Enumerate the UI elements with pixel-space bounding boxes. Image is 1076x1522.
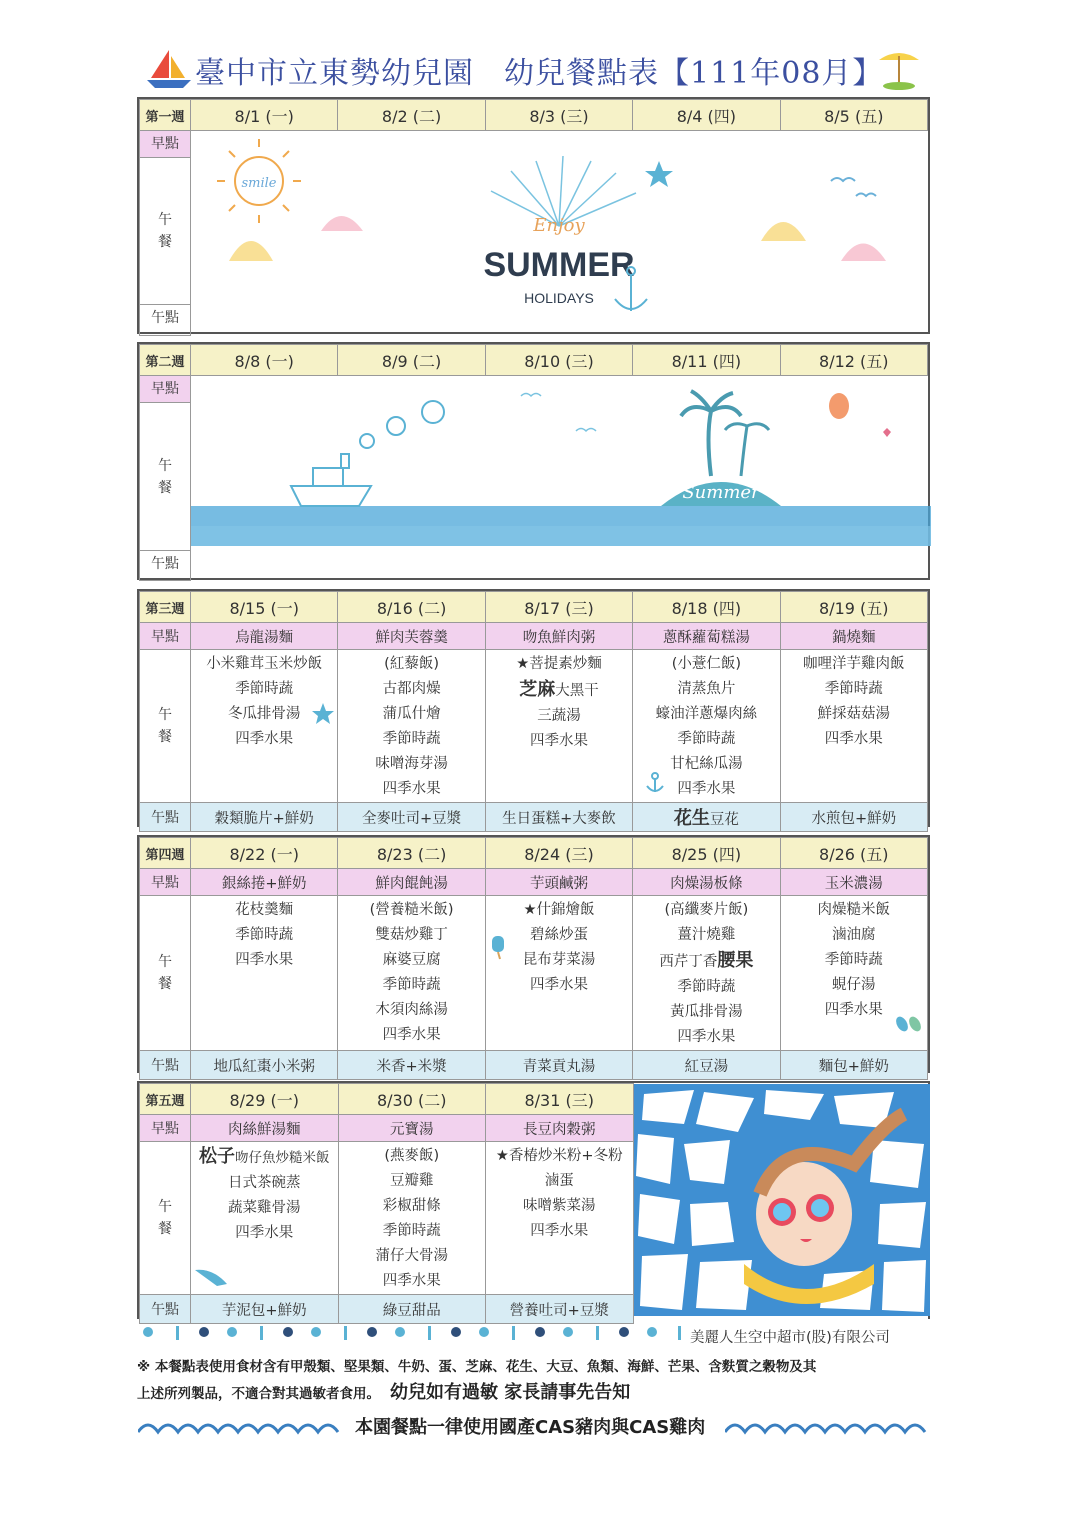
lunch-item-text: 西芹丁香 bbox=[659, 954, 718, 970]
lunch-label-b: 餐 bbox=[158, 729, 172, 745]
week3-snack-4 bbox=[633, 803, 780, 832]
school-name: 臺中市立東勢幼兒園 bbox=[195, 56, 474, 91]
allergy-line-2 bbox=[137, 1380, 937, 1407]
heart-icon bbox=[883, 428, 891, 437]
week5-breakfast-2: 元寶湯 bbox=[338, 1115, 486, 1142]
lunch-item: 季節時蔬 bbox=[382, 1223, 441, 1239]
lunch-item: 季節時蔬 bbox=[382, 731, 441, 747]
week4-lunch-2 bbox=[338, 896, 485, 1051]
lunch-item bbox=[633, 948, 779, 975]
lunch-item: 冬瓜排骨湯 bbox=[227, 706, 301, 722]
beach-icon-border bbox=[138, 1322, 688, 1346]
wave-border-right bbox=[725, 1414, 930, 1438]
swimmer-illustration-cell bbox=[633, 1084, 928, 1324]
lunch-item: ★什錦燴飯 bbox=[523, 902, 595, 918]
week4-breakfast-3: 芋頭鹹粥 bbox=[485, 869, 632, 896]
week4-lunch-4 bbox=[633, 896, 780, 1051]
lunch-item: 四季水果 bbox=[529, 977, 588, 993]
lunch-item: 肉燥糙米飯 bbox=[817, 902, 891, 918]
island-text: Summer bbox=[682, 482, 760, 503]
lunch-item bbox=[486, 677, 632, 704]
week5-lunch-3 bbox=[486, 1142, 634, 1295]
lunch-item: 雙菇炒雞丁 bbox=[375, 927, 448, 943]
allergy-emphasis: 幼兒如有過敏 家長請事先告知 bbox=[390, 1382, 631, 1403]
lunch-item: (高纖麥片飯) bbox=[664, 902, 749, 918]
week3-lunch-5 bbox=[780, 650, 927, 803]
lunch-item-emphasis: 腰果 bbox=[717, 950, 754, 971]
lunch-item: (燕麥飯) bbox=[384, 1148, 440, 1164]
summer-holiday-illustration bbox=[191, 131, 931, 331]
lunch-item: (紅藜飯) bbox=[384, 656, 439, 672]
week3-breakfast-3: 吻魚鮮肉粥 bbox=[485, 623, 632, 650]
hot-air-balloon-icon bbox=[829, 393, 849, 419]
popsicle-icon bbox=[490, 934, 508, 960]
anchor-icon bbox=[645, 772, 665, 794]
allergy-line-2-text: 上述所列製品，不適合對其過敏者食用。 bbox=[137, 1386, 380, 1402]
week4-breakfast-5: 玉米濃湯 bbox=[780, 869, 927, 896]
week4-table bbox=[137, 835, 930, 1073]
week4-snack-3: 青菜貢丸湯 bbox=[485, 1051, 632, 1080]
week3-lunch-1 bbox=[191, 650, 338, 803]
breakfast-label: 早點 bbox=[140, 1115, 191, 1142]
lunch-item: 滷油腐 bbox=[832, 927, 876, 943]
lunch-item: 麻婆豆腐 bbox=[382, 952, 441, 968]
wave-border-left bbox=[138, 1414, 353, 1438]
lunch-item-text: 大黑干 bbox=[555, 683, 599, 699]
week1-holiday-art bbox=[191, 131, 928, 336]
lunch-item: (小薏仁飯) bbox=[671, 656, 742, 672]
lunch-item: 蒲仔大骨湯 bbox=[375, 1248, 448, 1264]
week3-day-2: 8/16 (二) bbox=[338, 592, 485, 623]
lunch-item: 彩椒甜條 bbox=[382, 1198, 441, 1214]
week2-day-2: 8/9 (二) bbox=[338, 345, 485, 376]
lunch-item: 碧絲炒蛋 bbox=[529, 927, 588, 943]
lunch-item: 蠔油洋蔥爆肉絲 bbox=[655, 706, 758, 722]
lunch-item: 四季水果 bbox=[382, 1273, 441, 1289]
lunch-item: 四季水果 bbox=[382, 1027, 441, 1043]
lunch-label-b: 餐 bbox=[158, 1221, 172, 1237]
week4-day-3: 8/24 (三) bbox=[485, 838, 632, 869]
week1-day-2: 8/2 (二) bbox=[338, 100, 485, 131]
lunch-item: 古都肉燥 bbox=[382, 681, 441, 697]
week2-holiday-art bbox=[191, 376, 928, 581]
supplier-company: 美麗人生空中超市(股)有限公司 bbox=[690, 1330, 890, 1346]
enjoy-text: Enjoy bbox=[533, 215, 585, 236]
swimmer-illustration bbox=[634, 1084, 930, 1316]
seagull-icon bbox=[856, 194, 876, 197]
week2-day-1: 8/8 (一) bbox=[191, 345, 338, 376]
snack-label: 午點 bbox=[140, 1051, 191, 1080]
lunch-item: (營養糙米飯) bbox=[369, 902, 454, 918]
week4-snack-1: 地瓜紅棗小米粥 bbox=[191, 1051, 338, 1080]
sea-illustration bbox=[191, 376, 931, 576]
lunch-item: 昆布芽菜湯 bbox=[522, 952, 596, 968]
lunch-item: 季節時蔬 bbox=[677, 731, 736, 747]
sun-text: smile bbox=[241, 176, 277, 191]
week2-day-3: 8/10 (三) bbox=[485, 345, 632, 376]
week4-breakfast-1: 銀絲捲+鮮奶 bbox=[191, 869, 338, 896]
sailboat-icon bbox=[145, 48, 193, 92]
snack-text: 豆花 bbox=[709, 812, 739, 828]
lunch-item: 鮮採菇菇湯 bbox=[817, 706, 891, 722]
lunch-item: 味噌海芽湯 bbox=[375, 756, 448, 772]
lunch-item: 四季水果 bbox=[235, 1225, 294, 1241]
week3-day-1: 8/15 (一) bbox=[191, 592, 338, 623]
week3-day-4: 8/18 (四) bbox=[633, 592, 780, 623]
lunch-item: 清蒸魚片 bbox=[677, 681, 736, 697]
breakfast-label: 早點 bbox=[140, 869, 191, 896]
lunch-item bbox=[191, 1144, 338, 1171]
summer-text: SUMMER bbox=[483, 246, 635, 284]
lunch-item: 豆瓣雞 bbox=[390, 1173, 434, 1189]
lunch-item: 季節時蔬 bbox=[235, 927, 294, 943]
holidays-text: HOLIDAYS bbox=[524, 290, 594, 306]
week3-day-5: 8/19 (五) bbox=[780, 592, 927, 623]
lunch-item: 薑汁燒雞 bbox=[677, 927, 736, 943]
week4-breakfast-4: 肉燥湯板條 bbox=[633, 869, 780, 896]
allergy-line-1: ※ 本餐點表使用食材含有甲殼類、堅果類、牛奶、蛋、芝麻、花生、大豆、魚類、海鮮、芒果、含麩質之穀物及其 bbox=[137, 1359, 817, 1375]
lunch-item: 咖哩洋芋雞肉飯 bbox=[803, 656, 905, 672]
week5-table bbox=[137, 1081, 930, 1319]
week4-day-5: 8/26 (五) bbox=[780, 838, 927, 869]
week4-lunch-1 bbox=[191, 896, 338, 1051]
week3-breakfast-1: 烏龍湯麵 bbox=[191, 623, 338, 650]
week5-lunch-2 bbox=[338, 1142, 486, 1295]
week3-snack-3: 生日蛋糕+大麥飲 bbox=[485, 803, 632, 832]
week5-label: 第五週 bbox=[140, 1084, 191, 1115]
snack-label: 午點 bbox=[140, 803, 191, 832]
lunch-item: 季節時蔬 bbox=[824, 952, 883, 968]
week3-breakfast-4: 蔥酥蘿蔔糕湯 bbox=[633, 623, 780, 650]
week3-lunch-3 bbox=[485, 650, 632, 803]
lunch-item: 日式茶碗蒸 bbox=[228, 1175, 301, 1191]
lunch-item: 木須肉絲湯 bbox=[375, 1002, 448, 1018]
week2-table bbox=[137, 342, 930, 580]
lunch-item: 三蔬湯 bbox=[537, 708, 581, 724]
allergy-notice bbox=[137, 1355, 937, 1407]
week3-lunch-4 bbox=[633, 650, 780, 803]
lunch-item: 季節時蔬 bbox=[824, 681, 883, 697]
week4-snack-5: 麵包+鮮奶 bbox=[780, 1051, 927, 1080]
week1-label: 第一週 bbox=[140, 100, 191, 131]
lunch-label-b: 餐 bbox=[158, 479, 172, 496]
lunch-item: 蜆仔湯 bbox=[832, 977, 876, 993]
lunch-item: 四季水果 bbox=[529, 733, 588, 749]
lunch-item: 季節時蔬 bbox=[235, 681, 294, 697]
week5-lunch-1 bbox=[191, 1142, 339, 1295]
week4-snack-2: 米香+米漿 bbox=[338, 1051, 485, 1080]
breakfast-label: 早點 bbox=[140, 623, 191, 650]
lunch-item: 花枝羹麵 bbox=[235, 902, 294, 918]
week1-day-1: 8/1 (一) bbox=[191, 100, 338, 131]
lunch-item: 四季水果 bbox=[235, 952, 294, 968]
week3-day-3: 8/17 (三) bbox=[485, 592, 632, 623]
week5-snack-2: 綠豆甜品 bbox=[338, 1295, 486, 1324]
menu-title: 幼兒餐點表 bbox=[504, 56, 659, 91]
lunch-item: 滷蛋 bbox=[544, 1173, 574, 1189]
week3-lunch-2 bbox=[338, 650, 485, 803]
lunch-label-b: 餐 bbox=[158, 234, 172, 250]
week1-day-3: 8/3 (三) bbox=[485, 100, 632, 131]
week2-label: 第二週 bbox=[140, 345, 191, 376]
week3-breakfast-2: 鮮肉芙蓉羹 bbox=[338, 623, 485, 650]
week5-breakfast-3: 長豆肉穀粥 bbox=[486, 1115, 634, 1142]
cas-meat-notice: 本園餐點一律使用國產CAS豬肉與CAS雞肉 bbox=[355, 1417, 706, 1438]
week1-day-4: 8/4 (四) bbox=[633, 100, 780, 131]
lunch-label-b: 餐 bbox=[158, 976, 172, 992]
week4-day-1: 8/22 (一) bbox=[191, 838, 338, 869]
lunch-label-a: 午 bbox=[158, 1199, 172, 1215]
lunch-item: 蒲瓜什燴 bbox=[382, 706, 441, 722]
snack-label: 午點 bbox=[140, 304, 190, 331]
breakfast-label: 早點 bbox=[140, 376, 190, 403]
week3-table bbox=[137, 589, 930, 827]
lunch-item: 四季水果 bbox=[530, 1223, 589, 1239]
lunch-item: ★香椿炒米粉+冬粉 bbox=[495, 1148, 623, 1164]
week5-snack-3: 營養吐司+豆漿 bbox=[486, 1295, 634, 1324]
beach-umbrella-icon bbox=[875, 50, 923, 92]
lunch-item: 季節時蔬 bbox=[382, 977, 441, 993]
lunch-item: 味噌紫菜湯 bbox=[523, 1198, 596, 1214]
menu-month: 【111年08月】 bbox=[659, 56, 884, 91]
week3-breakfast-5: 鍋燒麵 bbox=[780, 623, 927, 650]
lunch-item-emphasis: 松子 bbox=[199, 1146, 235, 1167]
week4-label: 第四週 bbox=[140, 838, 191, 869]
lunch-item: 四季水果 bbox=[677, 781, 736, 797]
ship-icon bbox=[291, 401, 444, 506]
week3-snack-5: 水煎包+鮮奶 bbox=[780, 803, 927, 832]
week3-snack-2: 全麥吐司+豆漿 bbox=[338, 803, 485, 832]
page-title bbox=[195, 48, 883, 92]
lunch-item: ★菩提素炒麵 bbox=[516, 656, 602, 672]
flip-flops-icon bbox=[893, 1014, 923, 1034]
snack-label: 午點 bbox=[140, 1295, 191, 1324]
lunch-item-emphasis: 芝麻 bbox=[519, 679, 556, 700]
lunch-item: 蔬菜雞骨湯 bbox=[228, 1200, 301, 1216]
week3-snack-1: 穀類脆片+鮮奶 bbox=[191, 803, 338, 832]
lunch-item: 四季水果 bbox=[382, 781, 441, 797]
lunch-item: 小米雞茸玉米炒飯 bbox=[206, 656, 323, 672]
week5-day-3: 8/31 (三) bbox=[486, 1084, 634, 1115]
week4-lunch-3 bbox=[485, 896, 632, 1051]
week5-snack-1: 芋泥包+鮮奶 bbox=[191, 1295, 339, 1324]
seagull-icon bbox=[521, 394, 596, 432]
week5-day-2: 8/30 (二) bbox=[338, 1084, 486, 1115]
week5-day-1: 8/29 (一) bbox=[191, 1084, 339, 1115]
week4-day-2: 8/23 (二) bbox=[338, 838, 485, 869]
snack-emphasis: 花生 bbox=[673, 808, 710, 829]
lunch-item: 四季水果 bbox=[824, 1002, 883, 1018]
snack-label: 午點 bbox=[140, 550, 190, 577]
week4-snack-4: 紅豆湯 bbox=[633, 1051, 780, 1080]
lunch-item: 季節時蔬 bbox=[677, 979, 736, 995]
week4-breakfast-2: 鮮肉餛飩湯 bbox=[338, 869, 485, 896]
lunch-label-a: 午 bbox=[158, 954, 172, 970]
starfish-icon bbox=[311, 702, 335, 726]
lunch-item: 黃瓜排骨湯 bbox=[670, 1004, 743, 1020]
lunch-item: 甘杞絲瓜湯 bbox=[670, 756, 743, 772]
breakfast-label: 早點 bbox=[140, 131, 190, 158]
lunch-label-a: 午 bbox=[158, 212, 172, 228]
lunch-item: 四季水果 bbox=[677, 1029, 736, 1045]
lunch-label-a: 午 bbox=[158, 707, 172, 723]
lunch-label-a: 午 bbox=[158, 457, 172, 474]
lunch-item-text: 吻仔魚炒糙米飯 bbox=[235, 1150, 330, 1166]
lunch-item: 四季水果 bbox=[235, 731, 294, 747]
seagull-icon bbox=[831, 178, 855, 181]
page-header bbox=[140, 42, 930, 94]
week3-label: 第三週 bbox=[140, 592, 191, 623]
week1-day-5: 8/5 (五) bbox=[780, 100, 927, 131]
star-icon bbox=[645, 161, 673, 187]
week5-breakfast-1: 肉絲鮮湯麵 bbox=[191, 1115, 339, 1142]
lunch-item: 四季水果 bbox=[824, 731, 883, 747]
week2-day-4: 8/11 (四) bbox=[633, 345, 780, 376]
week2-day-5: 8/12 (五) bbox=[780, 345, 927, 376]
week4-day-4: 8/25 (四) bbox=[633, 838, 780, 869]
week1-table bbox=[137, 97, 930, 334]
week4-lunch-5 bbox=[780, 896, 927, 1051]
shell-icon bbox=[193, 1266, 229, 1288]
palm-tree-icon bbox=[709, 411, 712, 476]
